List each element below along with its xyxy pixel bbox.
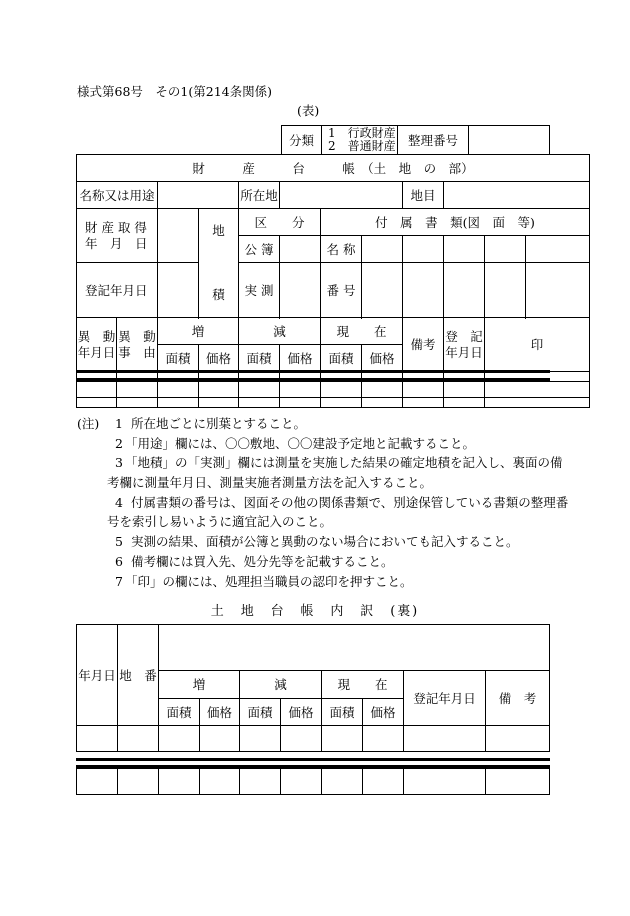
dec-price-label: 価格: [280, 345, 321, 372]
back-inc-area: 面積: [159, 699, 200, 726]
change-reason-label: 異 動 事 由: [117, 318, 158, 372]
note-num-7: 7: [115, 573, 123, 589]
form-number: 様式第68号 その1(第214条関係): [77, 84, 272, 99]
back-inc-price: 価格: [200, 699, 240, 726]
back-biko-label: 備 考: [486, 671, 550, 726]
bunrui-option-2: 2 普通財産: [328, 139, 396, 153]
bunrui-label: 分類: [282, 126, 322, 155]
cell[interactable]: [322, 726, 363, 752]
front-continued-row: [76, 381, 590, 408]
notes: [77, 414, 569, 591]
inc-area-label: 面積: [158, 345, 199, 372]
note-num-5: 5: [115, 534, 123, 550]
front-separator: [76, 370, 550, 373]
cell[interactable]: [281, 769, 322, 795]
location-label: 所在地: [239, 182, 280, 209]
in-label: 印: [485, 318, 590, 372]
cell[interactable]: [486, 769, 550, 795]
back-cur-area: 面積: [322, 699, 363, 726]
cell[interactable]: [240, 769, 281, 795]
back-separator: [76, 758, 550, 761]
chiseki-label: [199, 209, 239, 318]
back-chiban-label: 地 番: [118, 625, 159, 726]
meisho-cell-3[interactable]: [444, 236, 485, 263]
cell[interactable]: [486, 726, 550, 752]
seiri-label: 整理番号: [398, 126, 469, 155]
current-label: 現 在: [321, 318, 403, 345]
chimoku-label: 地目: [403, 182, 444, 209]
cell[interactable]: [117, 382, 158, 408]
change-date-label: 異 動 年月日: [77, 318, 117, 372]
note-text-7: 「印」の欄には、処理担当職員の認印を押すこと。: [125, 573, 413, 589]
note-num-1: 1: [115, 416, 123, 431]
note-num-3: 3: [115, 455, 123, 471]
cell[interactable]: [200, 726, 240, 752]
cell[interactable]: [77, 726, 118, 752]
back-touki-label: 登記年月日: [404, 671, 486, 726]
note-text-4a: 付属書類の番号は、図面その他の関係書類で、別途保管している書類の整理番: [131, 494, 569, 510]
increase-label: 増: [158, 318, 239, 345]
cell[interactable]: [159, 769, 200, 795]
cell[interactable]: [403, 382, 444, 408]
cur-area-label: 面積: [321, 345, 362, 372]
bunrui-option-1: 1 行政財産: [328, 126, 396, 140]
note-text-3b: 考欄に測量年月日、測量実施者測量方法を記入すること。: [107, 475, 433, 491]
cell[interactable]: [118, 769, 159, 795]
cell[interactable]: [240, 726, 281, 752]
cell[interactable]: [363, 769, 404, 795]
jissoku-value[interactable]: [280, 263, 321, 318]
note-text-2: 「用途」欄には、〇〇敷地、〇〇建設予定地と記載すること。: [125, 435, 476, 451]
side-label-front: (表): [297, 103, 320, 118]
dec-area-label: 面積: [239, 345, 280, 372]
note-num-4: 4: [115, 494, 123, 510]
kobo-label: 公 簿: [239, 236, 280, 263]
bunrui-options: [322, 126, 398, 155]
decrease-label: 減: [239, 318, 321, 345]
back-dec-area: 面積: [240, 699, 281, 726]
meisho-cell-1[interactable]: [362, 236, 403, 263]
table-row: [77, 382, 590, 408]
chiseki-label-top: 地: [212, 223, 225, 238]
cell[interactable]: [444, 382, 485, 408]
note-text-5: 実測の結果、面積が公簿と異動のない場合においても記入すること。: [131, 534, 519, 550]
biko-label: 備考: [403, 318, 444, 372]
bango-cell-3[interactable]: [444, 263, 485, 318]
acq-date-label: 財 産 取 得 年 月 日: [77, 209, 158, 263]
back-ledger-table: [76, 624, 550, 752]
fuzoku-label: 付 属 書 類(図 面 等): [321, 209, 590, 236]
touki-label: 登 記 年月日: [444, 318, 485, 372]
table-row: [77, 769, 550, 795]
back-dec-price: 価格: [281, 699, 322, 726]
note-text-4b: 号を索引し易いように適宜記入のこと。: [107, 514, 333, 530]
acq-date-value[interactable]: [158, 209, 199, 263]
cell[interactable]: [281, 726, 322, 752]
cell[interactable]: [404, 769, 486, 795]
bango-cell-5[interactable]: [526, 263, 590, 318]
front-title: 財 産 台 帳 （土 地 の 部）: [77, 155, 590, 182]
reg-date-label: 登記年月日: [77, 263, 158, 318]
cur-price-label: 価格: [362, 345, 403, 372]
back-increase-label: 増: [159, 671, 240, 699]
inc-price-label: 価格: [199, 345, 239, 372]
notes-prefix: (注): [77, 416, 100, 431]
cell[interactable]: [199, 382, 239, 408]
note-num-6: 6: [115, 553, 123, 569]
cell[interactable]: [363, 726, 404, 752]
meisho-cell-4[interactable]: [485, 236, 526, 263]
cell[interactable]: [280, 382, 321, 408]
name-value[interactable]: [158, 182, 239, 209]
back-cur-price: 価格: [363, 699, 404, 726]
note-num-2: 2: [115, 435, 123, 451]
back-continued-row: [76, 768, 550, 795]
cell[interactable]: [362, 382, 403, 408]
bango-cell-2[interactable]: [403, 263, 444, 318]
meisho-cell-2[interactable]: [403, 236, 444, 263]
note-text-6: 備考欄には買入先、処分先等を記載すること。: [131, 553, 394, 569]
cell[interactable]: [321, 382, 362, 408]
meisho-cell-5[interactable]: [526, 236, 590, 263]
bango-cell-4[interactable]: [485, 263, 526, 318]
kobo-value[interactable]: [280, 236, 321, 263]
seiri-value[interactable]: [469, 126, 550, 155]
cell[interactable]: [158, 382, 199, 408]
note-text-1: 所在地ごとに別葉とすること。: [131, 416, 307, 431]
location-value[interactable]: [280, 182, 403, 209]
chimoku-value[interactable]: [444, 182, 590, 209]
meisho-label: 名 称: [321, 236, 362, 263]
back-blank-header[interactable]: [159, 625, 550, 671]
cell[interactable]: [322, 769, 363, 795]
classification-box: [281, 125, 550, 155]
cell[interactable]: [159, 726, 200, 752]
cell[interactable]: [77, 382, 117, 408]
cell[interactable]: [118, 726, 159, 752]
back-current-label: 現 在: [322, 671, 404, 699]
name-label: 名称又は用途: [77, 182, 158, 209]
chiseki-label-bottom: 積: [212, 287, 225, 302]
cell[interactable]: [404, 726, 486, 752]
back-date-label: 年月日: [77, 625, 118, 726]
back-decrease-label: 減: [240, 671, 322, 699]
bango-cell-1[interactable]: [362, 263, 403, 318]
back-title: 土 地 台 帳 内 訳 (裏): [210, 604, 420, 619]
cell[interactable]: [200, 769, 240, 795]
table-row: [77, 726, 550, 752]
kubun-label: 区 分: [239, 209, 321, 236]
reg-date-value[interactable]: [158, 263, 199, 318]
cell[interactable]: [485, 382, 590, 408]
bango-label: 番 号: [321, 263, 362, 318]
note-text-3a: 「地積」の「実測」欄には測量を実施した結果の確定地積を記入し、裏面の備: [125, 455, 563, 471]
cell[interactable]: [239, 382, 280, 408]
front-ledger-table: [76, 154, 590, 398]
jissoku-label: 実 測: [239, 263, 280, 318]
cell[interactable]: [77, 769, 118, 795]
